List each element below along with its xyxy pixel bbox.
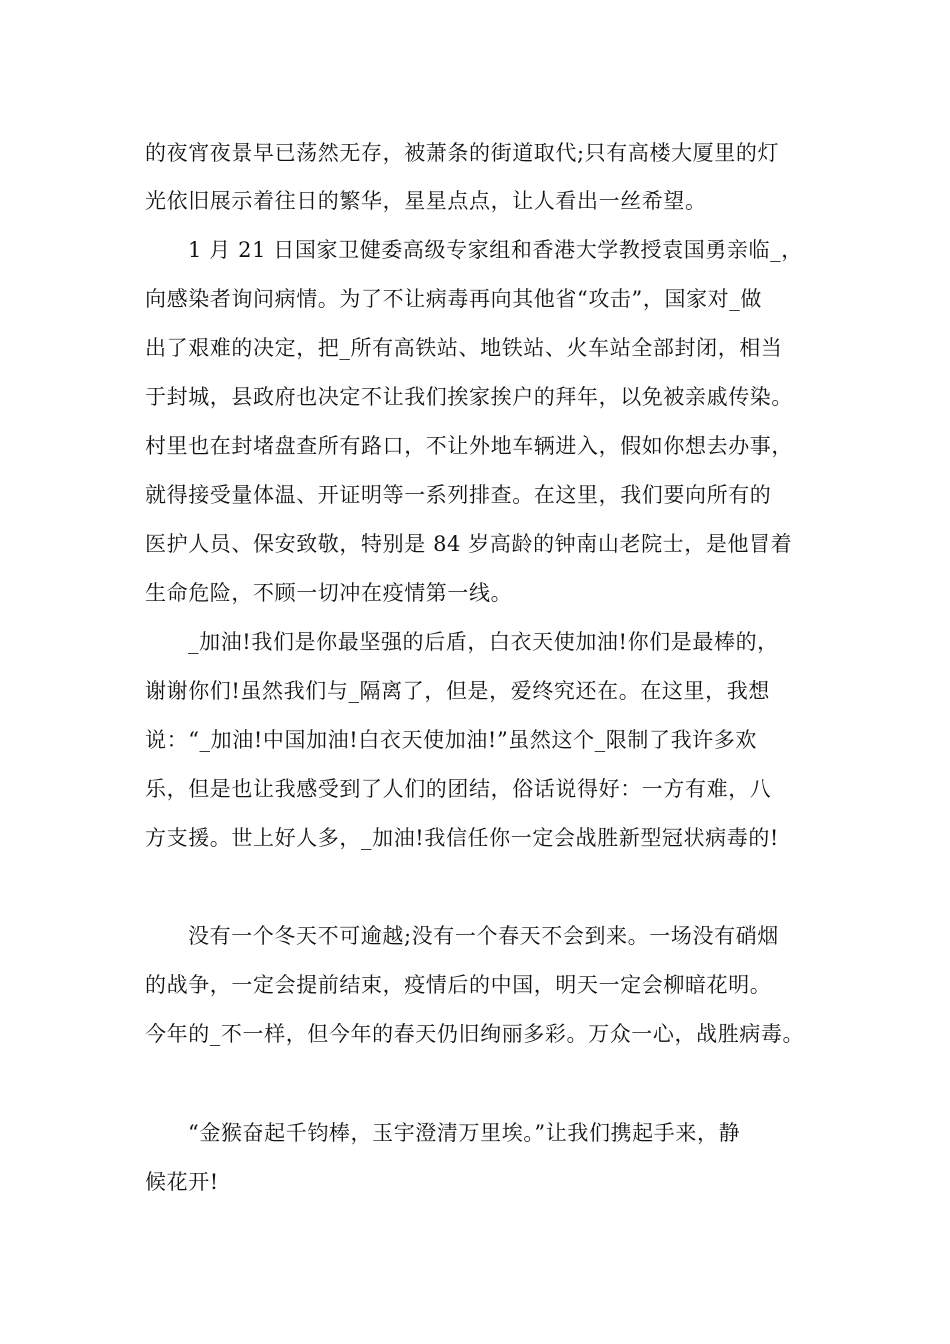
text-line: 医护人员、保安致敬，特别是 84 岁高龄的钟南山老院士，是他冒着 xyxy=(145,532,793,556)
text-line: 乐，但是也让我感受到了人们的团结，俗话说得好：一方有难，八 xyxy=(145,777,772,801)
text-line: 村里也在封堵盘查所有路口，不让外地车辆进入，假如你想去办事， xyxy=(145,434,793,458)
text-line: 方支援。世上好人多，_加油!我信任你一定会战胜新型冠状病毒的! xyxy=(145,826,779,850)
text-line: 生命危险，不顾一切冲在疫情第一线。 xyxy=(145,581,513,605)
paragraph-first-line: 没有一个冬天不可逾越;没有一个春天不会到来。一场没有硝烟 xyxy=(188,924,779,948)
text-line: 的夜宵夜景早已荡然无存，被萧条的街道取代;只有高楼大厦里的灯 xyxy=(145,141,780,165)
text-line: 于封城，县政府也决定不让我们挨家挨户的拜年，以免被亲戚传染。 xyxy=(145,385,793,409)
text-line: 出了艰难的决定，把_所有高铁站、地铁站、火车站全部封闭，相当 xyxy=(145,336,783,360)
text-line: 就得接受量体温、开证明等一系列排查。在这里，我们要向所有的 xyxy=(145,483,772,507)
text-line: 候花开! xyxy=(145,1170,219,1194)
paragraph-first-line: _加油!我们是你最坚强的后盾，白衣天使加油!你们是最棒的， xyxy=(188,630,779,654)
text-line: 谢谢你们!虽然我们与_隔离了，但是，爱终究还在。在这里，我想 xyxy=(145,679,770,703)
text-line: 向感染者询问病情。为了不让病毒再向其他省“攻击”，国家对_做 xyxy=(145,287,762,311)
paragraph-first-line: “金猴奋起千钧棒，玉宇澄清万里埃。”让我们携起手来，静 xyxy=(188,1121,741,1145)
text-line: 光依旧展示着往日的繁华，星星点点，让人看出一丝希望。 xyxy=(145,189,707,213)
text-line: 今年的_不一样，但今年的春天仍旧绚丽多彩。万众一心，战胜病毒。 xyxy=(145,1022,805,1046)
text-line: 说：“_加油!中国加油!白衣天使加油!”虽然这个_限制了我许多欢 xyxy=(145,728,757,752)
text-line: 的战争，一定会提前结束，疫情后的中国，明天一定会柳暗花明。 xyxy=(145,973,772,997)
paragraph-first-line: 1 月 21 日国家卫健委高级专家组和香港大学教授袁国勇亲临_， xyxy=(188,238,803,262)
